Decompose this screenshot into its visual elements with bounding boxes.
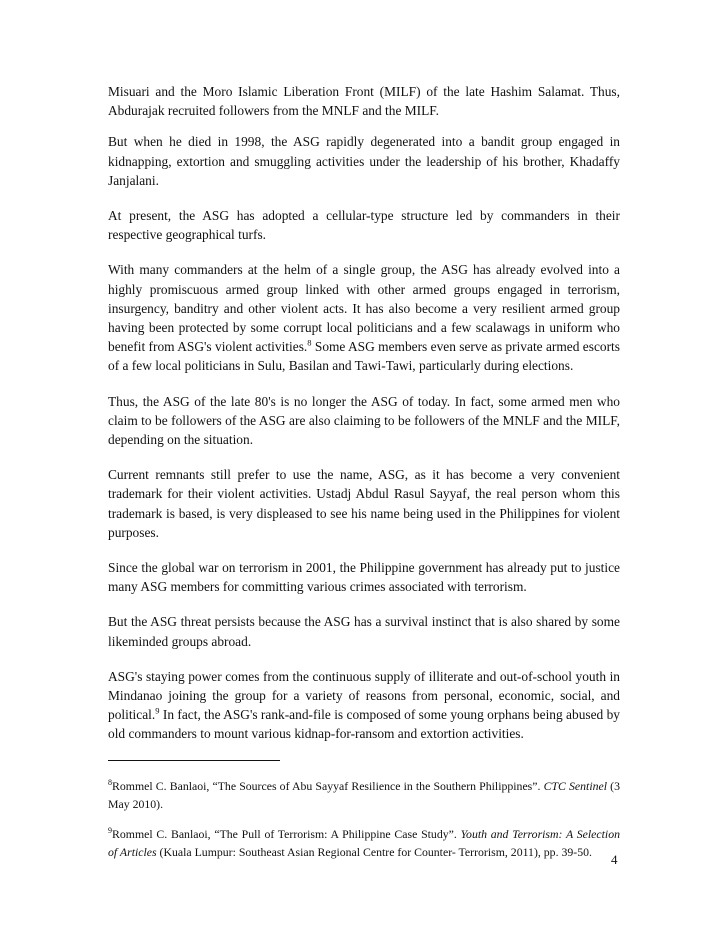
page-number: 4	[611, 852, 618, 867]
footnote-8	[108, 777, 620, 813]
paragraph-cellular-structure: At present, the ASG has adopted a cellular-type structure led by commanders in their respective geographical turfs.	[108, 208, 620, 243]
footnote-publication: Youth and Terrorism: A Selection of Articles	[108, 826, 620, 859]
paragraph-text: In fact, the ASG's rank-and-file is composed of some young orphans being abused by old commanders to mount various kidnap-for-ransom and extortion activities.	[108, 707, 620, 742]
footnote-text: (3 May 2010).	[108, 778, 620, 811]
paragraph-threat-persists: But the ASG threat persists because the ASG has a survival instinct that is also shared by some likeminded groups abroad.	[108, 614, 620, 649]
paragraph-staying-power	[108, 667, 620, 744]
paragraph-death-1998: But when he died in 1998, the ASG rapidly degenerated into a bandit group engaged in kidnapping, extortion and smuggling activities under the leadership of his brother, Khadaffy Janjalani.	[108, 134, 620, 188]
paragraph-many-commanders	[108, 260, 620, 375]
paragraph-text: With many commanders at the helm of a single group, the ASG has already evolved into a highly promiscuous armed group linked with other armed groups engaged in terrorism, insurgency, banditry and other violent acts. It has also become a very resilient armed group having been protected by some corrupt local politicians and a few scalawags in uniform who benefit from ASG's violent activities.	[108, 262, 620, 355]
paragraph-global-war: Since the global war on terrorism in 2001, the Philippine government has already put to justice many ASG members for committing various crimes associated with terrorism.	[108, 560, 620, 595]
footnote-9	[108, 825, 620, 861]
footnote-divider	[108, 760, 280, 761]
document-page	[108, 82, 620, 873]
footnote-mark: 9	[108, 825, 112, 835]
paragraph-text: Some ASG members even serve as private armed escorts of a few local politicians in Sulu, Basilan and Tawi-Tawi, particularly during elections.	[108, 339, 620, 374]
footnote-mark: 8	[108, 777, 112, 787]
footnote-text: (Kuala Lumpur: Southeast Asian Regional Centre for Counter- Terrorism, 2011), pp. 39-50.	[156, 844, 592, 859]
footnote-text: Rommel C. Banlaoi, “The Sources of Abu Sayyaf Resilience in the Southern Philippines”.	[112, 778, 544, 793]
footnote-publication: CTC Sentinel	[543, 778, 608, 793]
footnote-ref-9: 9	[155, 705, 160, 716]
paragraph-late-80s: Thus, the ASG of the late 80's is no longer the ASG of today. In fact, some armed men who claim to be followers of the ASG are also claiming to be followers of the MNLF and the MILF, depending on the situation.	[108, 393, 620, 448]
footnote-ref-8: 8	[307, 337, 312, 348]
paragraph-current-remnants: Current remnants still prefer to use the name, ASG, as it has become a very convenient trademark for their violent activities. Ustadj Abdul Rasul Sayyaf, the real person whom this trademark is based, is very displeased to see his name being used in the Philippines for violent purposes.	[108, 467, 620, 540]
footnote-text: Rommel C. Banlaoi, “The Pull of Terrorism: A Philippine Case Study”.	[112, 826, 461, 841]
paragraph-text: ASG's staying power comes from the continuous supply of illiterate and out-of-school youth in Mindanao joining the group for a variety of reasons from personal, economic, social, and political.	[108, 668, 620, 723]
paragraph-misuari: Misuari and the Moro Islamic Liberation Front (MILF) of the late Hashim Salamat. Thus, Abdurajak recruited followers from the MNLF and the MILF.	[108, 84, 620, 119]
